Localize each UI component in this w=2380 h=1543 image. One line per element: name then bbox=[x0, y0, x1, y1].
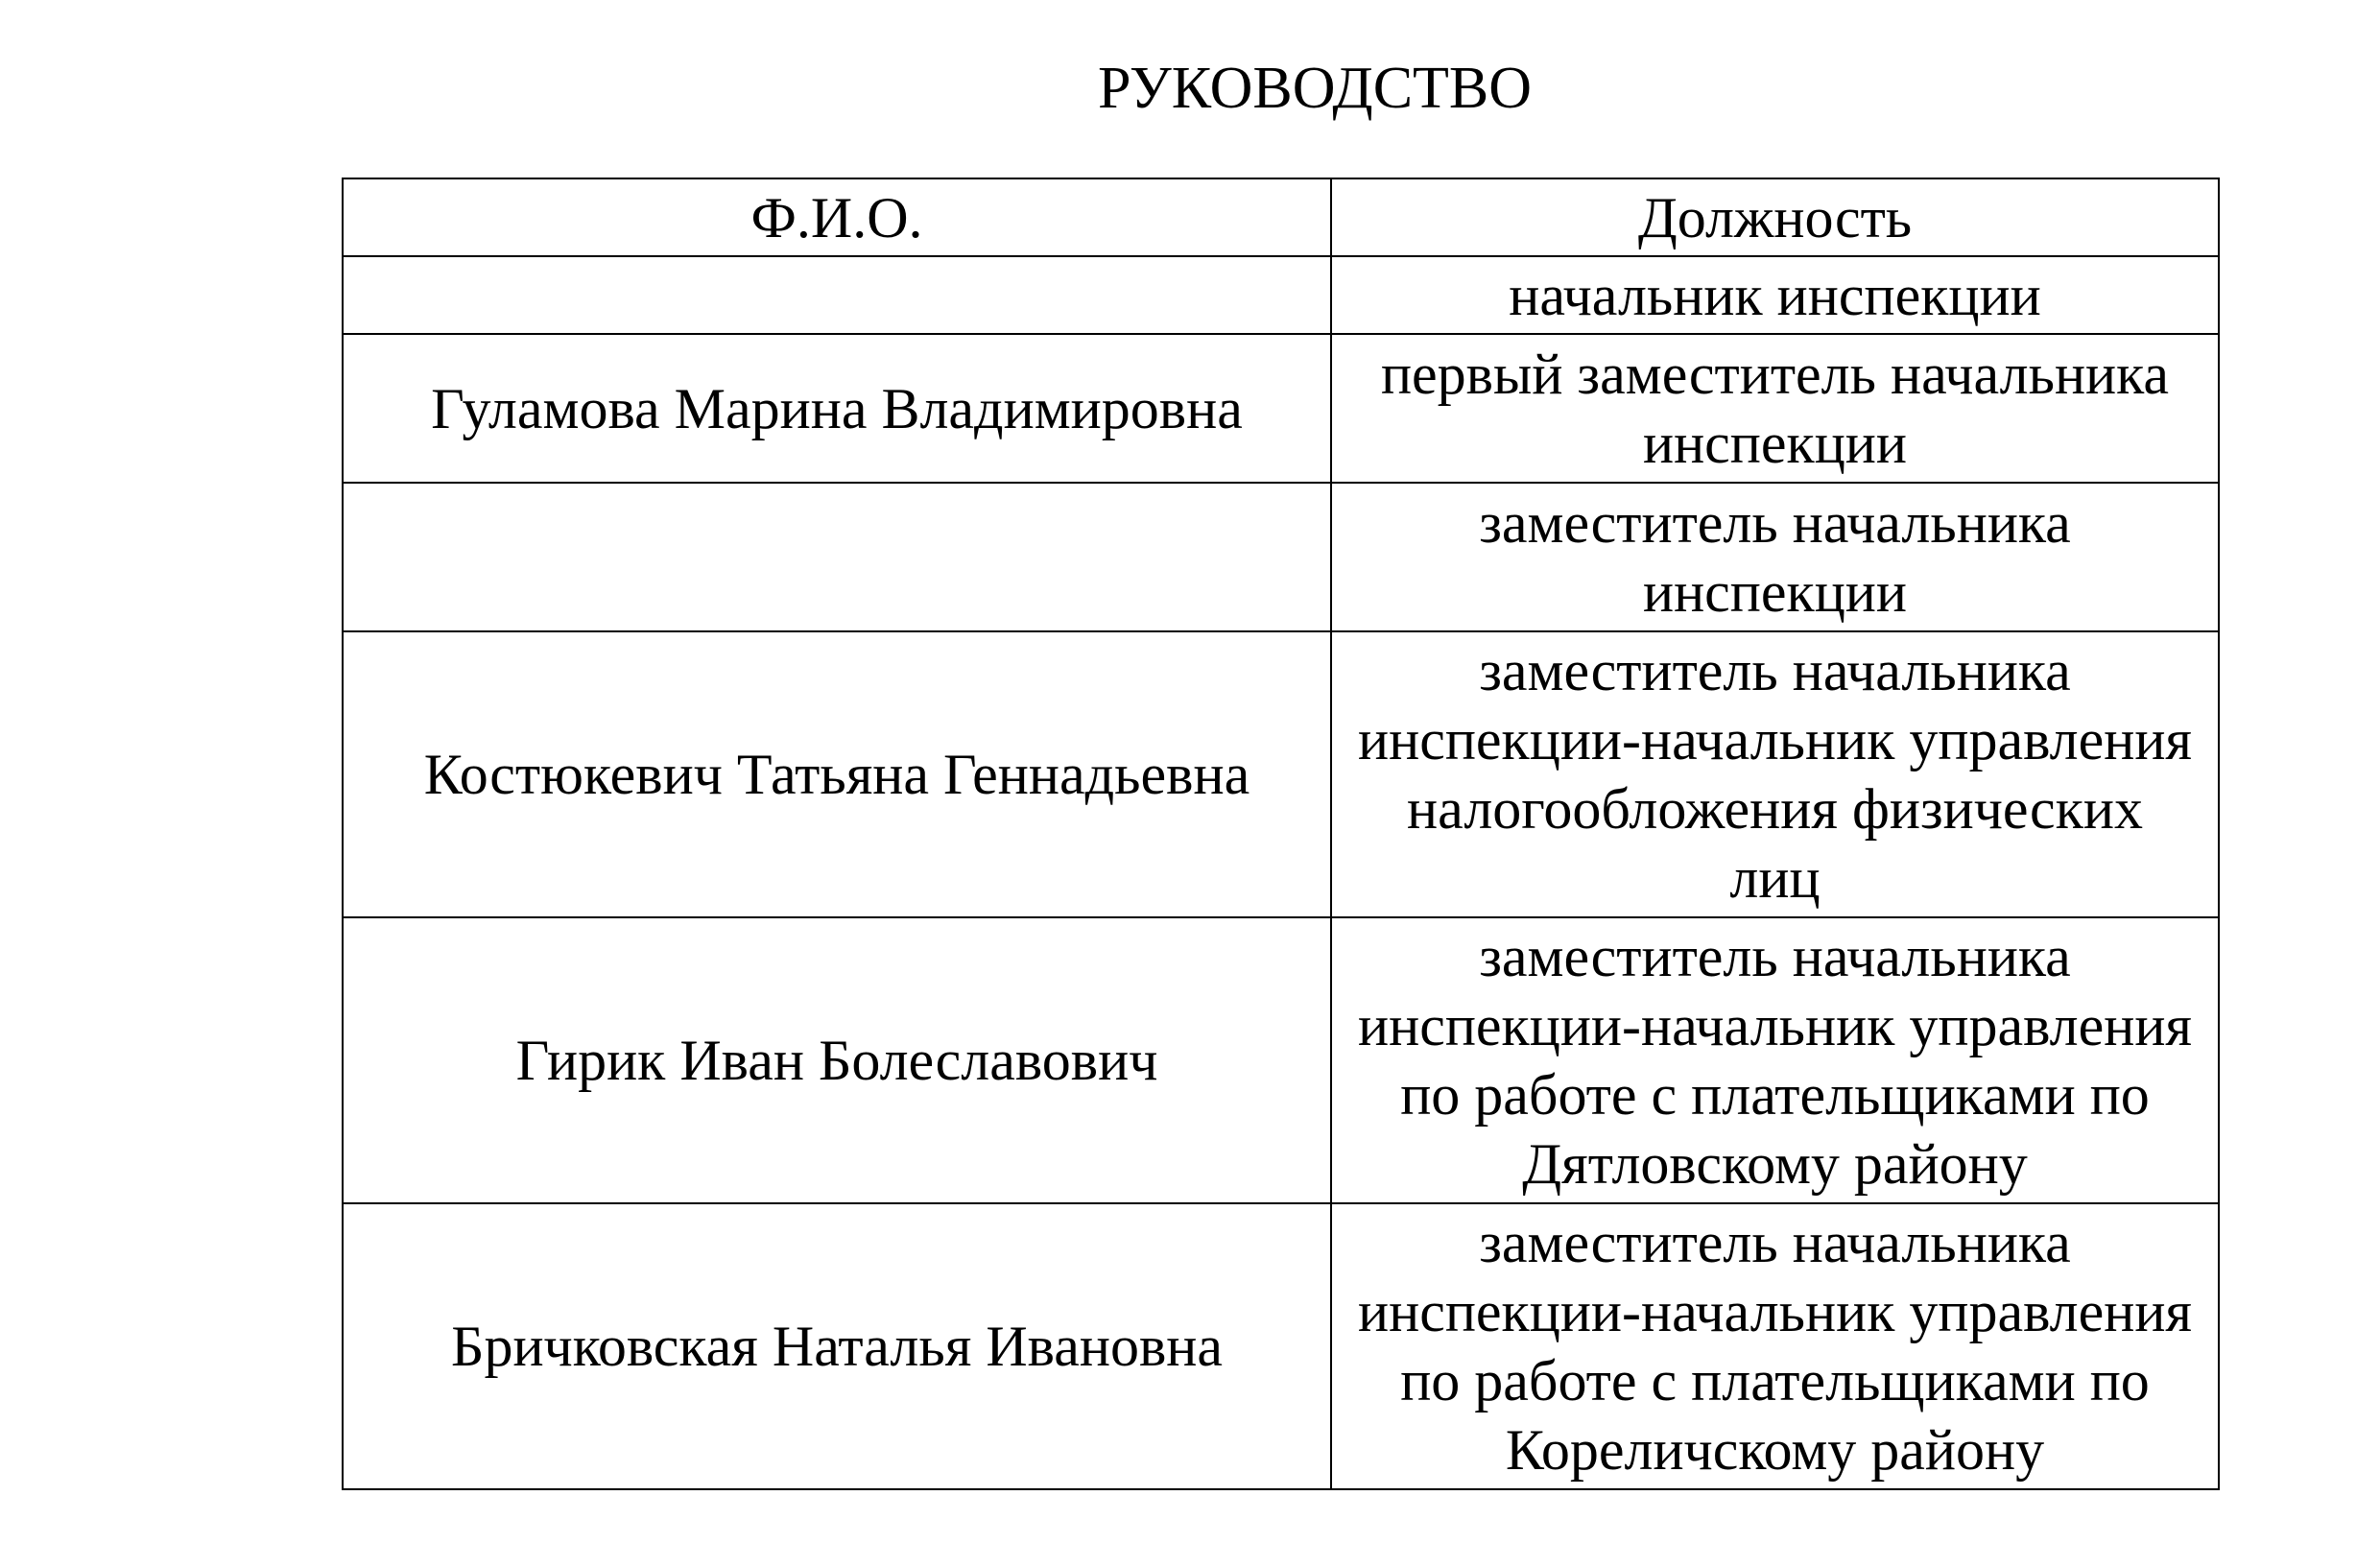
cell-position bbox=[1331, 917, 2219, 1203]
table-row bbox=[343, 334, 2219, 483]
position-line: заместитель начальника bbox=[1479, 1211, 2071, 1274]
staff-table bbox=[342, 178, 2220, 1490]
page-title: РУКОВОДСТВО bbox=[1097, 56, 1533, 121]
table-row bbox=[343, 1203, 2219, 1489]
header-name: Ф.И.О. bbox=[343, 178, 1331, 256]
position-line: по работе с плательщиками по bbox=[1400, 1063, 2150, 1127]
position-line: инспекции-начальник управления bbox=[1357, 708, 2193, 772]
cell-position bbox=[1331, 1203, 2219, 1489]
position-line: по работе с плательщиками по bbox=[1400, 1349, 2150, 1412]
position-line: инспекции bbox=[1642, 559, 1908, 624]
position-line: заместитель начальника bbox=[1479, 639, 2071, 702]
cell-name bbox=[343, 483, 1331, 631]
position-line: инспекции-начальник управления bbox=[1357, 994, 2193, 1057]
position-line: налогообложения физических bbox=[1407, 777, 2143, 841]
position-line: начальник инспекции bbox=[1509, 263, 2041, 327]
position-line: лиц bbox=[1729, 846, 1821, 910]
cell-name bbox=[343, 256, 1331, 334]
cell-position bbox=[1331, 334, 2219, 483]
position-line: первый заместитель начальника bbox=[1380, 342, 2170, 406]
cell-name: Бричковская Наталья Ивановна bbox=[343, 1203, 1331, 1489]
position-line: Кореличскому району bbox=[1505, 1418, 2045, 1482]
cell-name: Костюкевич Татьяна Геннадьевна bbox=[343, 631, 1331, 917]
cell-name: Гирик Иван Болеславович bbox=[343, 917, 1331, 1203]
header-position: Должность bbox=[1331, 178, 2219, 256]
cell-position bbox=[1331, 256, 2219, 334]
table-row bbox=[343, 256, 2219, 334]
table-row bbox=[343, 483, 2219, 631]
table-row bbox=[343, 917, 2219, 1203]
table-header-row bbox=[343, 178, 2219, 256]
table-row bbox=[343, 631, 2219, 917]
cell-position bbox=[1331, 631, 2219, 917]
position-line: заместитель начальника bbox=[1479, 490, 2071, 555]
cell-name: Гуламова Марина Владимировна bbox=[343, 334, 1331, 483]
position-line: Дятловскому району bbox=[1522, 1132, 2028, 1196]
cell-position bbox=[1331, 483, 2219, 631]
position-line: инспекции bbox=[1642, 411, 1908, 475]
position-line: инспекции-начальник управления bbox=[1357, 1280, 2193, 1343]
position-line: заместитель начальника bbox=[1479, 925, 2071, 988]
